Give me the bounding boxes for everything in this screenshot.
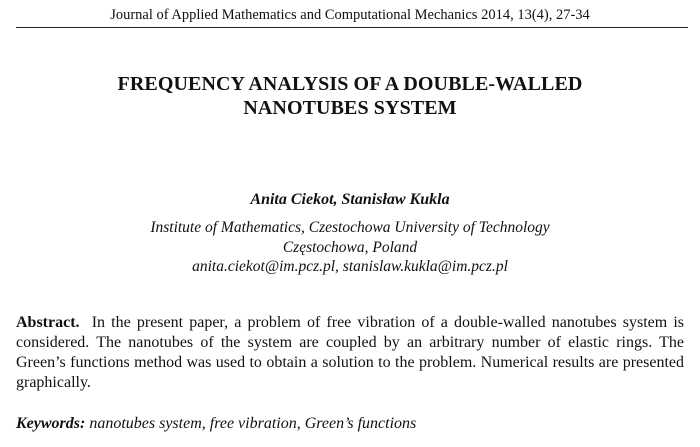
author-list: Anita Ciekot, Stanisław Kukla — [250, 191, 450, 208]
title-line-2: NANOTUBES SYSTEM — [243, 97, 457, 119]
author-emails: anita.ciekot@im.pcz.pl, stanislaw.kukla@im.pcz.pl — [192, 258, 508, 275]
abstract-label: Abstract. — [16, 314, 80, 331]
abstract — [16, 313, 684, 393]
abstract-text: In the present paper, a problem of free vibration of a double-walled nanotubes system is considered. The nanotubes of the system are coupled by an arbitrary number of elastic rings. The Green’s functions method was used to obtain a solution to the problem. Numerical results are presented graphically. — [16, 314, 685, 391]
header-rule — [16, 27, 688, 28]
paper-title — [0, 72, 700, 120]
keywords-label: Keywords: — [16, 415, 86, 432]
affiliation — [0, 218, 700, 277]
affiliation-location: Częstochowa, Poland — [282, 238, 418, 256]
running-head: Journal of Applied Mathematics and Computational Mechanics 2014, 13(4), 27-34 — [110, 7, 590, 23]
title-line-1: FREQUENCY ANALYSIS OF A DOUBLE-WALLED — [117, 73, 583, 95]
keywords — [16, 414, 684, 434]
keywords-text: nanotubes system, free vibration, Green’s functions — [89, 415, 417, 432]
affiliation-institute: Institute of Mathematics, Czestochowa University of Technology — [150, 219, 550, 236]
